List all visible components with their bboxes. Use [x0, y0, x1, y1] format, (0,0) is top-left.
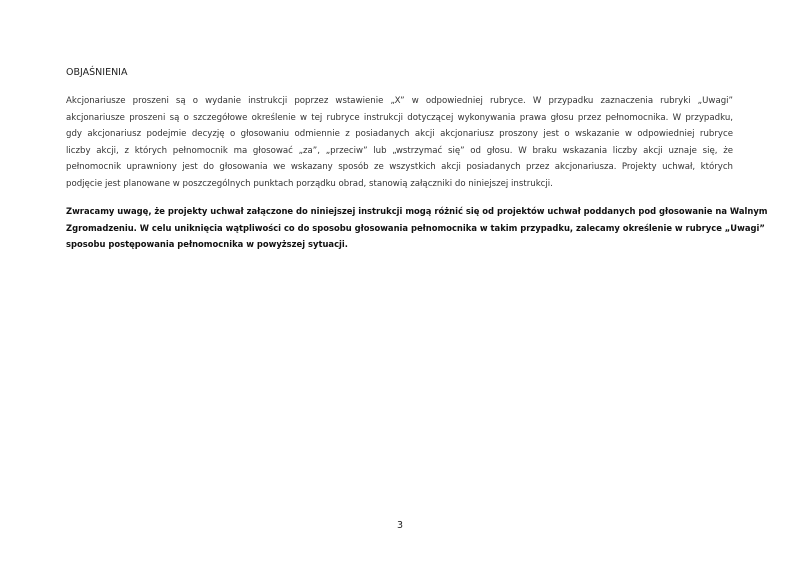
instructions-paragraph [66, 93, 733, 192]
text-line: pełnomocnik uprawniony jest do głosowania we wskazany sposób ze wszystkich akcji posiadanych przez akcjonariusza. Projekty uchwał, których [66, 162, 733, 172]
text-line: podjęcie jest planowane w poszczególnych punktach porządku obrad, stanowią załączniki do niniejszej instrukcji. [66, 178, 553, 189]
text-line: Zgromadzeniu. W celu uniknięcia wątpliwości co do sposobu głosowania pełnomocnika w takim przypadku, zalecamy określenie w rubryce „Uwagi” [66, 222, 765, 233]
section-heading: OBJAŚNIENIA [66, 67, 128, 78]
text-line: Zwracamy uwagę, że projekty uchwał załączone do niniejszej instrukcji mogą różnić się od projektów uchwał poddanych pod głosowanie na Walnym [66, 206, 768, 216]
text-line: Akcjonariusze proszeni są o wydanie instrukcji poprzez wstawienie „X” w odpowiedniej rubryce. W przypadku zaznaczenia rubryki „Uwagi” [66, 96, 733, 106]
text-line: sposobu postępowania pełnomocnika w powyższej sytuacji. [66, 239, 348, 249]
text-line: gdy akcjonariusz podejmie decyzję o głosowaniu odmiennie z posiadanych akcji akcjonariusz proszony jest o wskazanie w odpowiedniej rubryce [66, 129, 733, 139]
text-line: liczby akcji, z których pełnomocnik ma głosować „za”, „przeciw” lub „wstrzymać się” od głosu. W braku wskazania liczby akcji uznaje się, że [66, 145, 733, 156]
page-number: 3 [396, 520, 404, 531]
text-line: akcjonariusze proszeni są o szczegółowe określenie w tej rubryce instrukcji dotyczącej wykonywania prawa głosu przez pełnomocnika. W przypadku, [66, 112, 733, 123]
notice-paragraph [66, 203, 768, 253]
